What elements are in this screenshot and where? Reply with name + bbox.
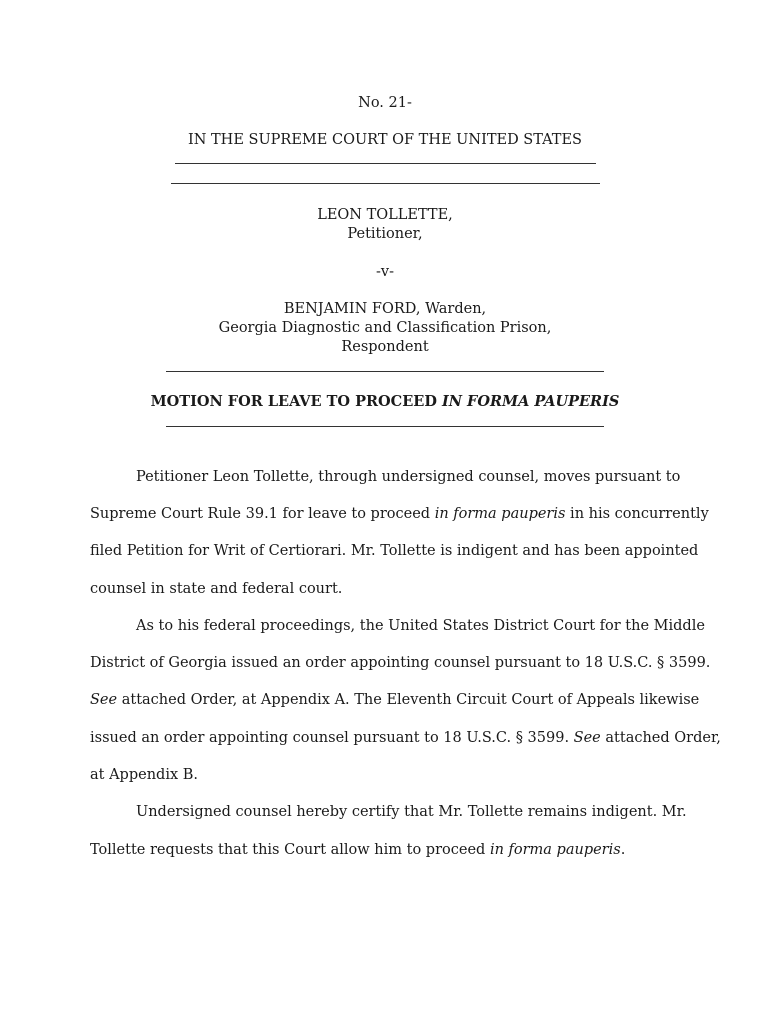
docket-number: No. 21- — [358, 95, 412, 111]
petitioner-role: Petitioner, — [347, 226, 423, 242]
caption-rule-1 — [175, 163, 596, 164]
motion-title-main: MOTION FOR LEAVE TO PROCEED — [150, 393, 442, 410]
respondent-institution: Georgia Diagnostic and Classification Prison, — [218, 320, 552, 336]
title-rule-bottom — [166, 426, 604, 427]
court-name: IN THE SUPREME COURT OF THE UNITED STATES — [187, 132, 582, 148]
versus: -v- — [376, 264, 394, 280]
para1-line2: Supreme Court Rule 39.1 for leave to proceed in forma pauperis in his concurrently — [90, 506, 709, 522]
petitioner-name: LEON TOLLETTE, — [317, 207, 453, 223]
motion-title-italic: IN FORMA PAUPERIS — [441, 393, 620, 410]
para1-line3: filed Petition for Writ of Certiorari. Mr. Tollette is indigent and has been appointed — [90, 543, 699, 559]
para2-line2: District of Georgia issued an order appointing counsel pursuant to 18 U.S.C. § 3599. — [90, 655, 711, 671]
para3-line1: Undersigned counsel hereby certify that Mr. Tollette remains indigent. Mr. — [136, 804, 687, 820]
para2-line5: at Appendix B. — [90, 767, 199, 783]
respondent-role: Respondent — [341, 339, 429, 355]
para1-line4: counsel in state and federal court. — [90, 581, 343, 597]
para2-line1: As to his federal proceedings, the United States District Court for the Middle — [136, 618, 705, 634]
para2-line4: issued an order appointing counsel pursuant to 18 U.S.C. § 3599. See attached Order, — [90, 730, 721, 746]
title-rule-top — [166, 371, 604, 372]
para3-line2: Tollette requests that this Court allow him to proceed in forma pauperis. — [90, 842, 626, 858]
para1-line1: Petitioner Leon Tollette, through undersigned counsel, moves pursuant to — [136, 469, 681, 485]
caption-rule-2 — [171, 183, 600, 184]
para2-line3: See attached Order, at Appendix A. The Eleventh Circuit Court of Appeals likewise — [90, 692, 700, 708]
motion-title — [0, 392, 770, 411]
respondent-name: BENJAMIN FORD, Warden, — [283, 301, 487, 317]
